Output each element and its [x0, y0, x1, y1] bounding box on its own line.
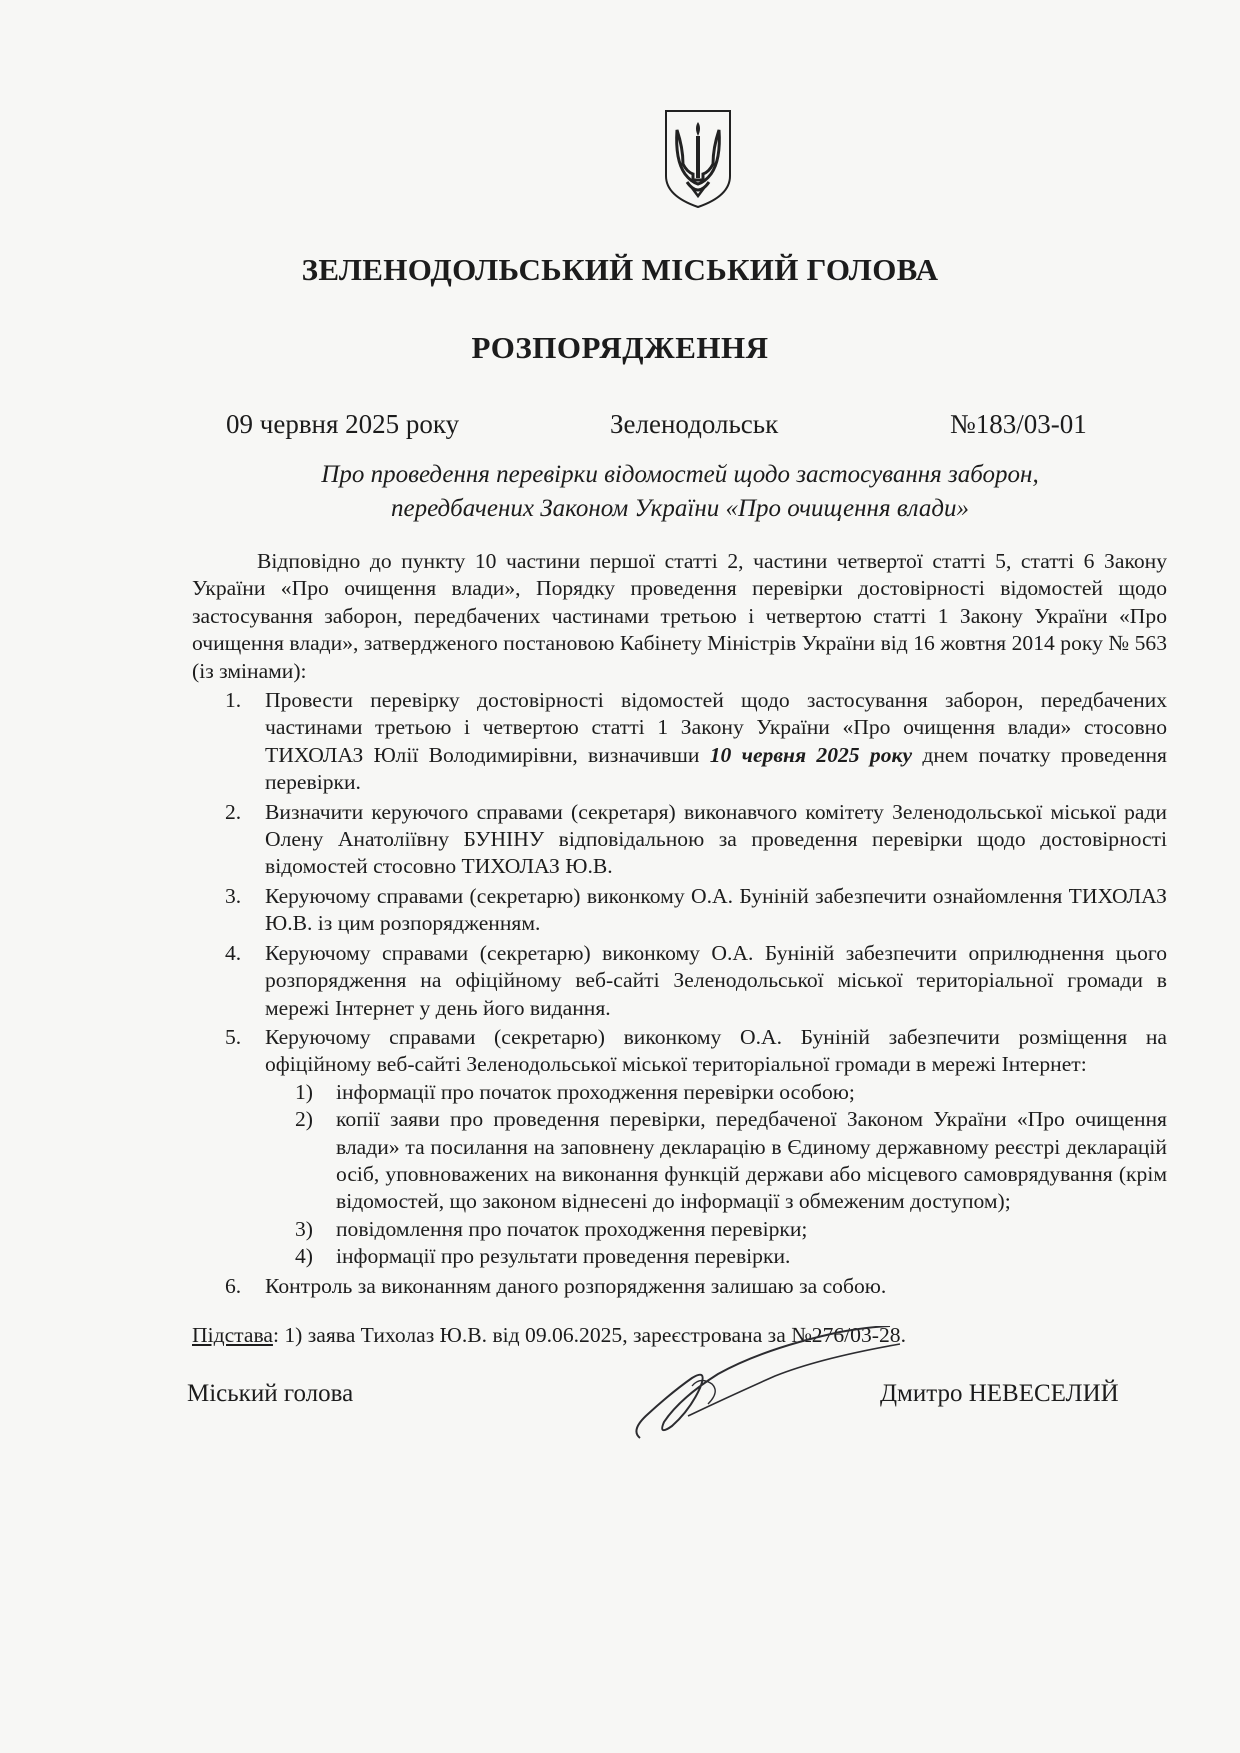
order-item-text: Керуючому справами (секретарю) виконкому О.А. Буніній забезпечити розміщення на офіційному веб-сайті Зеленодольської міської територіальної громади в мережі Інтернет: [265, 1024, 1167, 1077]
order-item-text: Провести перевірку достовірності відомостей щодо застосування заборон, передбачених частинами третьою і четвертою статті 1 Закону України «Про очищення влади» стосовно ТИХОЛАЗ Юлії Володимирівни, визначивши [265, 688, 1167, 767]
order-item-1 [192, 687, 1167, 797]
document-type-title: РОЗПОРЯДЖЕННЯ [471, 330, 769, 365]
authority-title: ЗЕЛЕНОДОЛЬСЬКИЙ МІСЬКИЙ ГОЛОВА [301, 252, 939, 287]
sub-item-number: 2) [295, 1107, 313, 1132]
check-start-date: 10 червня 2025 року [709, 742, 913, 767]
sub-item-text: повідомлення про початок проходження перевірки; [336, 1216, 808, 1241]
order-item-number: 4. [225, 940, 242, 965]
sub-item-2 [192, 1106, 1167, 1216]
order-item-text: Визначити керуючого справами (секретаря) виконавчого комітету Зеленодольської міської ради Олену Анатоліївну БУНІНУ відповідальною за проведення перевірки щодо достовірності відомостей стосовно ТИХОЛАЗ Ю.В. [265, 799, 1167, 879]
sub-item-number: 3) [295, 1216, 313, 1241]
sub-item-text: інформації про результати проведення перевірки. [336, 1244, 791, 1269]
order-item-number: 3. [225, 883, 242, 908]
signatory-position: Міський голова [187, 1380, 354, 1407]
sub-item-text: копії заяви про проведення перевірки, передбаченої Законом України «Про очищення влади» та посилання на заповнену декларацію в Єдиному державному реєстрі декларацій осіб, уповноважених на виконання функцій держави або місцевого самоврядування (крім відомостей, що законом віднесені до інформації з обмеженим доступом); [336, 1107, 1167, 1214]
document-date: 09 червня 2025 року [226, 409, 460, 439]
sub-item-text: інформації про початок проходження перевірки особою; [336, 1079, 855, 1104]
order-items-list-end [192, 1273, 1167, 1300]
trident-emblem-icon [663, 108, 733, 210]
sub-items-list [192, 1079, 1167, 1271]
sub-item-1 [192, 1079, 1167, 1106]
document-body [192, 548, 1167, 1300]
order-item-number: 5. [225, 1024, 242, 1049]
order-item-text: Керуючому справами (секретарю) виконкому О.А. Буніній забезпечити оприлюднення цього розпорядження на офіційному веб-сайті Зеленодольської міської територіальної громади в мережі Інтернет у день його видання. [265, 940, 1167, 1020]
order-item-4 [192, 940, 1167, 1022]
order-item-5 [192, 1024, 1167, 1079]
basis-text: : 1) заява Тихолаз Ю.В. від 09.06.2025, зареєстрована за №276/03-28. [272, 1323, 906, 1347]
subject-line-2: передбачених Законом України «Про очищення влади» [390, 495, 970, 522]
order-item-2 [192, 799, 1167, 881]
basis-label: Підстава [192, 1323, 273, 1347]
signatory-name: Дмитро НЕВЕСЕЛИЙ [880, 1380, 1119, 1407]
order-item-text-tail: днем початку проведення перевірки. [265, 742, 1167, 795]
document-city: Зеленодольськ [610, 409, 779, 439]
order-item-number: 1. [225, 688, 242, 713]
document-number: №183/03-01 [950, 409, 1087, 439]
order-item-number: 2. [225, 799, 242, 824]
order-items-list [192, 687, 1167, 1079]
subject-heading [150, 458, 1210, 526]
order-item-6 [192, 1273, 1167, 1300]
sub-item-3 [192, 1216, 1167, 1243]
subject-line-1: Про проведення перевірки відомостей щодо застосування заборон, [321, 461, 1039, 488]
order-item-number: 6. [225, 1273, 242, 1298]
preamble-paragraph: Відповідно до пункту 10 частини першої статті 2, частини четвертої статті 5, статті 6 Закону України «Про очищення влади», Порядку проведення перевірки достовірності відомостей щодо застосування заборон, передбачених частинами третьою і четвертою статті 1 Закону України «Про очищення влади», затвердженого постановою Кабінету Міністрів України від 16 жовтня 2014 року № 563 (із змінами): [192, 549, 1167, 683]
sub-item-number: 4) [295, 1244, 313, 1269]
order-item-text: Керуючому справами (секретарю) виконкому О.А. Буніній забезпечити ознайомлення ТИХОЛАЗ Ю.В. із цим розпорядженням. [265, 883, 1167, 936]
sub-item-4 [192, 1243, 1167, 1270]
order-item-3 [192, 883, 1167, 938]
order-item-text: Контроль за виконанням даного розпорядження залишаю за собою. [265, 1273, 887, 1298]
sub-item-number: 1) [295, 1079, 313, 1104]
